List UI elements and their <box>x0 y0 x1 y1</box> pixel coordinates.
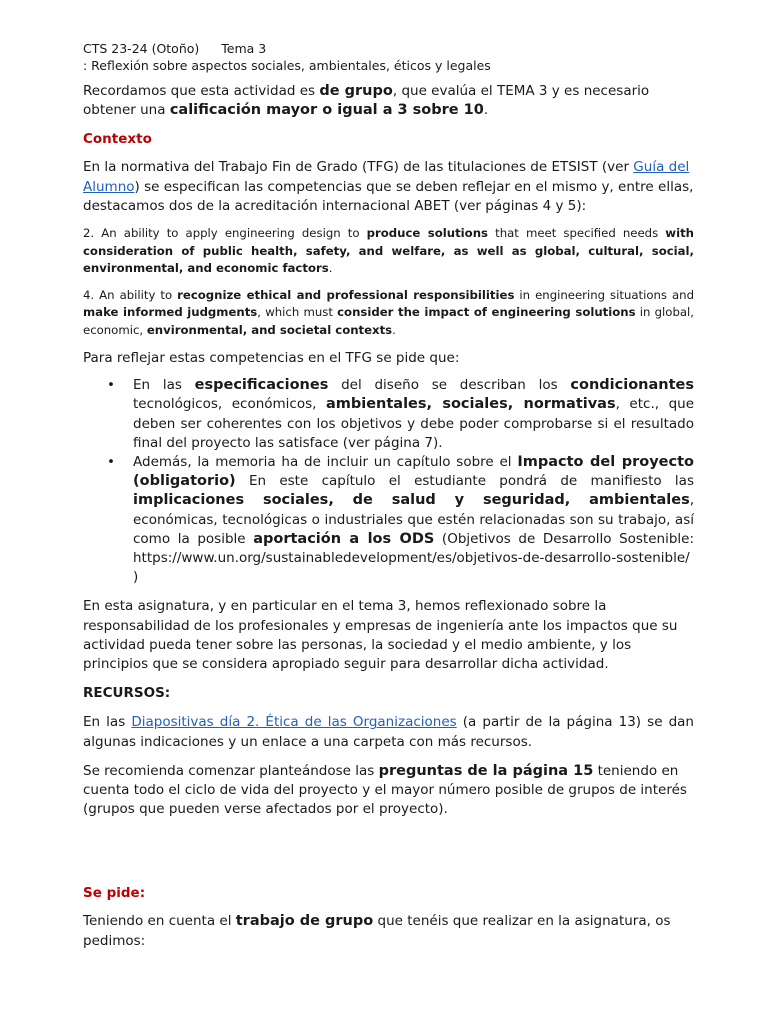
diapositivas-link[interactable]: Diapositivas día 2. Ética de las Organizaciones <box>131 714 457 731</box>
requirements-list <box>83 376 694 587</box>
recursos-paragraph-1: En las Diapositivas día 2. Ética de las Organizaciones (a partir de la página 13) se dan algunas indicaciones y un enlace a una carpeta con más recursos. <box>83 714 694 750</box>
abet-competence-4: 4. An ability to recognize ethical and professional responsibilities in engineering situations and make informed judgments, which must consider the impact of engineering solutions in global, economic, environmental, and societal contexts. <box>83 287 694 337</box>
intro-paragraph: Recordamos que esta actividad es de grupo, que evalúa el TEMA 3 y es necesario obtener una calificación mayor o igual a 3 sobre 10. <box>83 83 650 119</box>
document-page <box>83 40 694 951</box>
contexto-paragraph-2: Para reflejar estas competencias en el TFG se pide que: <box>83 350 460 367</box>
recursos-heading: RECURSOS: <box>83 685 171 702</box>
abet-competence-2: 2. An ability to apply engineering design to produce solutions that meet specified needs with consideration of public health, safety, and welfare, as well as global, cultural, social, environmental, and economic factors. <box>83 226 694 276</box>
sepide-paragraph: Teniendo en cuenta el trabajo de grupo que tenéis que realizar en la asignatura, os pedimos: <box>83 913 671 949</box>
list-item: • En las especificaciones del diseño se describan los condicionantes tecnológicos, económicos, ambientales, sociales, normativas, etc., que deben ser coherentes con los objetivos y debe poder comprobarse si el resultado final del proyecto las satisface (ver página 7). <box>107 377 695 451</box>
header-line <box>83 40 694 57</box>
topic-label: Tema 3 <box>221 41 267 56</box>
bullet-icon: • <box>107 377 115 394</box>
contexto-heading: Contexto <box>83 131 152 148</box>
contexto-paragraph-1: En la normativa del Trabajo Fin de Grado (TFG) de las titulaciones de ETSIST (ver Guía del Alumno) se especifican las competencias que se deben reflejar en el mismo y, entre ellas, destacamos dos de la acreditación internacional ABET (ver páginas 4 y 5): <box>83 159 694 214</box>
recursos-paragraph-2: Se recomienda comenzar planteándose las preguntas de la página 15 teniendo en cuenta todo el ciclo de vida del proyecto y el mayor número posible de grupos de interés (grupos que pueden verse afectados por el proyecto). <box>83 762 687 818</box>
contexto-paragraph-3: En esta asignatura, y en particular en el tema 3, hemos reflexionado sobre la responsabilidad de los profesionales y empresas de ingeniería ante los impactos que su actividad pueda tener sobre las personas, la sociedad y el medio ambiente, y los principios que se considera apropiado seguir para desarrollar dicha actividad. <box>83 598 678 673</box>
bullet-icon: • <box>107 454 115 471</box>
header-subtitle: : Reflexión sobre aspectos sociales, ambientales, éticos y legales <box>83 58 491 73</box>
sepide-heading: Se pide: <box>83 885 146 902</box>
guia-alumno-link[interactable]: Guía del Alumno <box>83 159 690 195</box>
list-item: • Además, la memoria ha de incluir un capítulo sobre el Impacto del proyecto (obligatorio) En este capítulo el estudiante pondrá de manifiesto las implicaciones sociales, de salud y seguridad, ambientales, económicas, tecnológicas o industriales que estén relacionadas son su trabajo, así como la posible aportación a los ODS (Objetivos de Desarrollo Sostenible: https://www.un.org/sustainabledevelopment/es/objetivos-de-desarrollo-sostenible/ ) <box>107 454 695 586</box>
course-label: CTS 23-24 (Otoño) <box>83 41 200 56</box>
